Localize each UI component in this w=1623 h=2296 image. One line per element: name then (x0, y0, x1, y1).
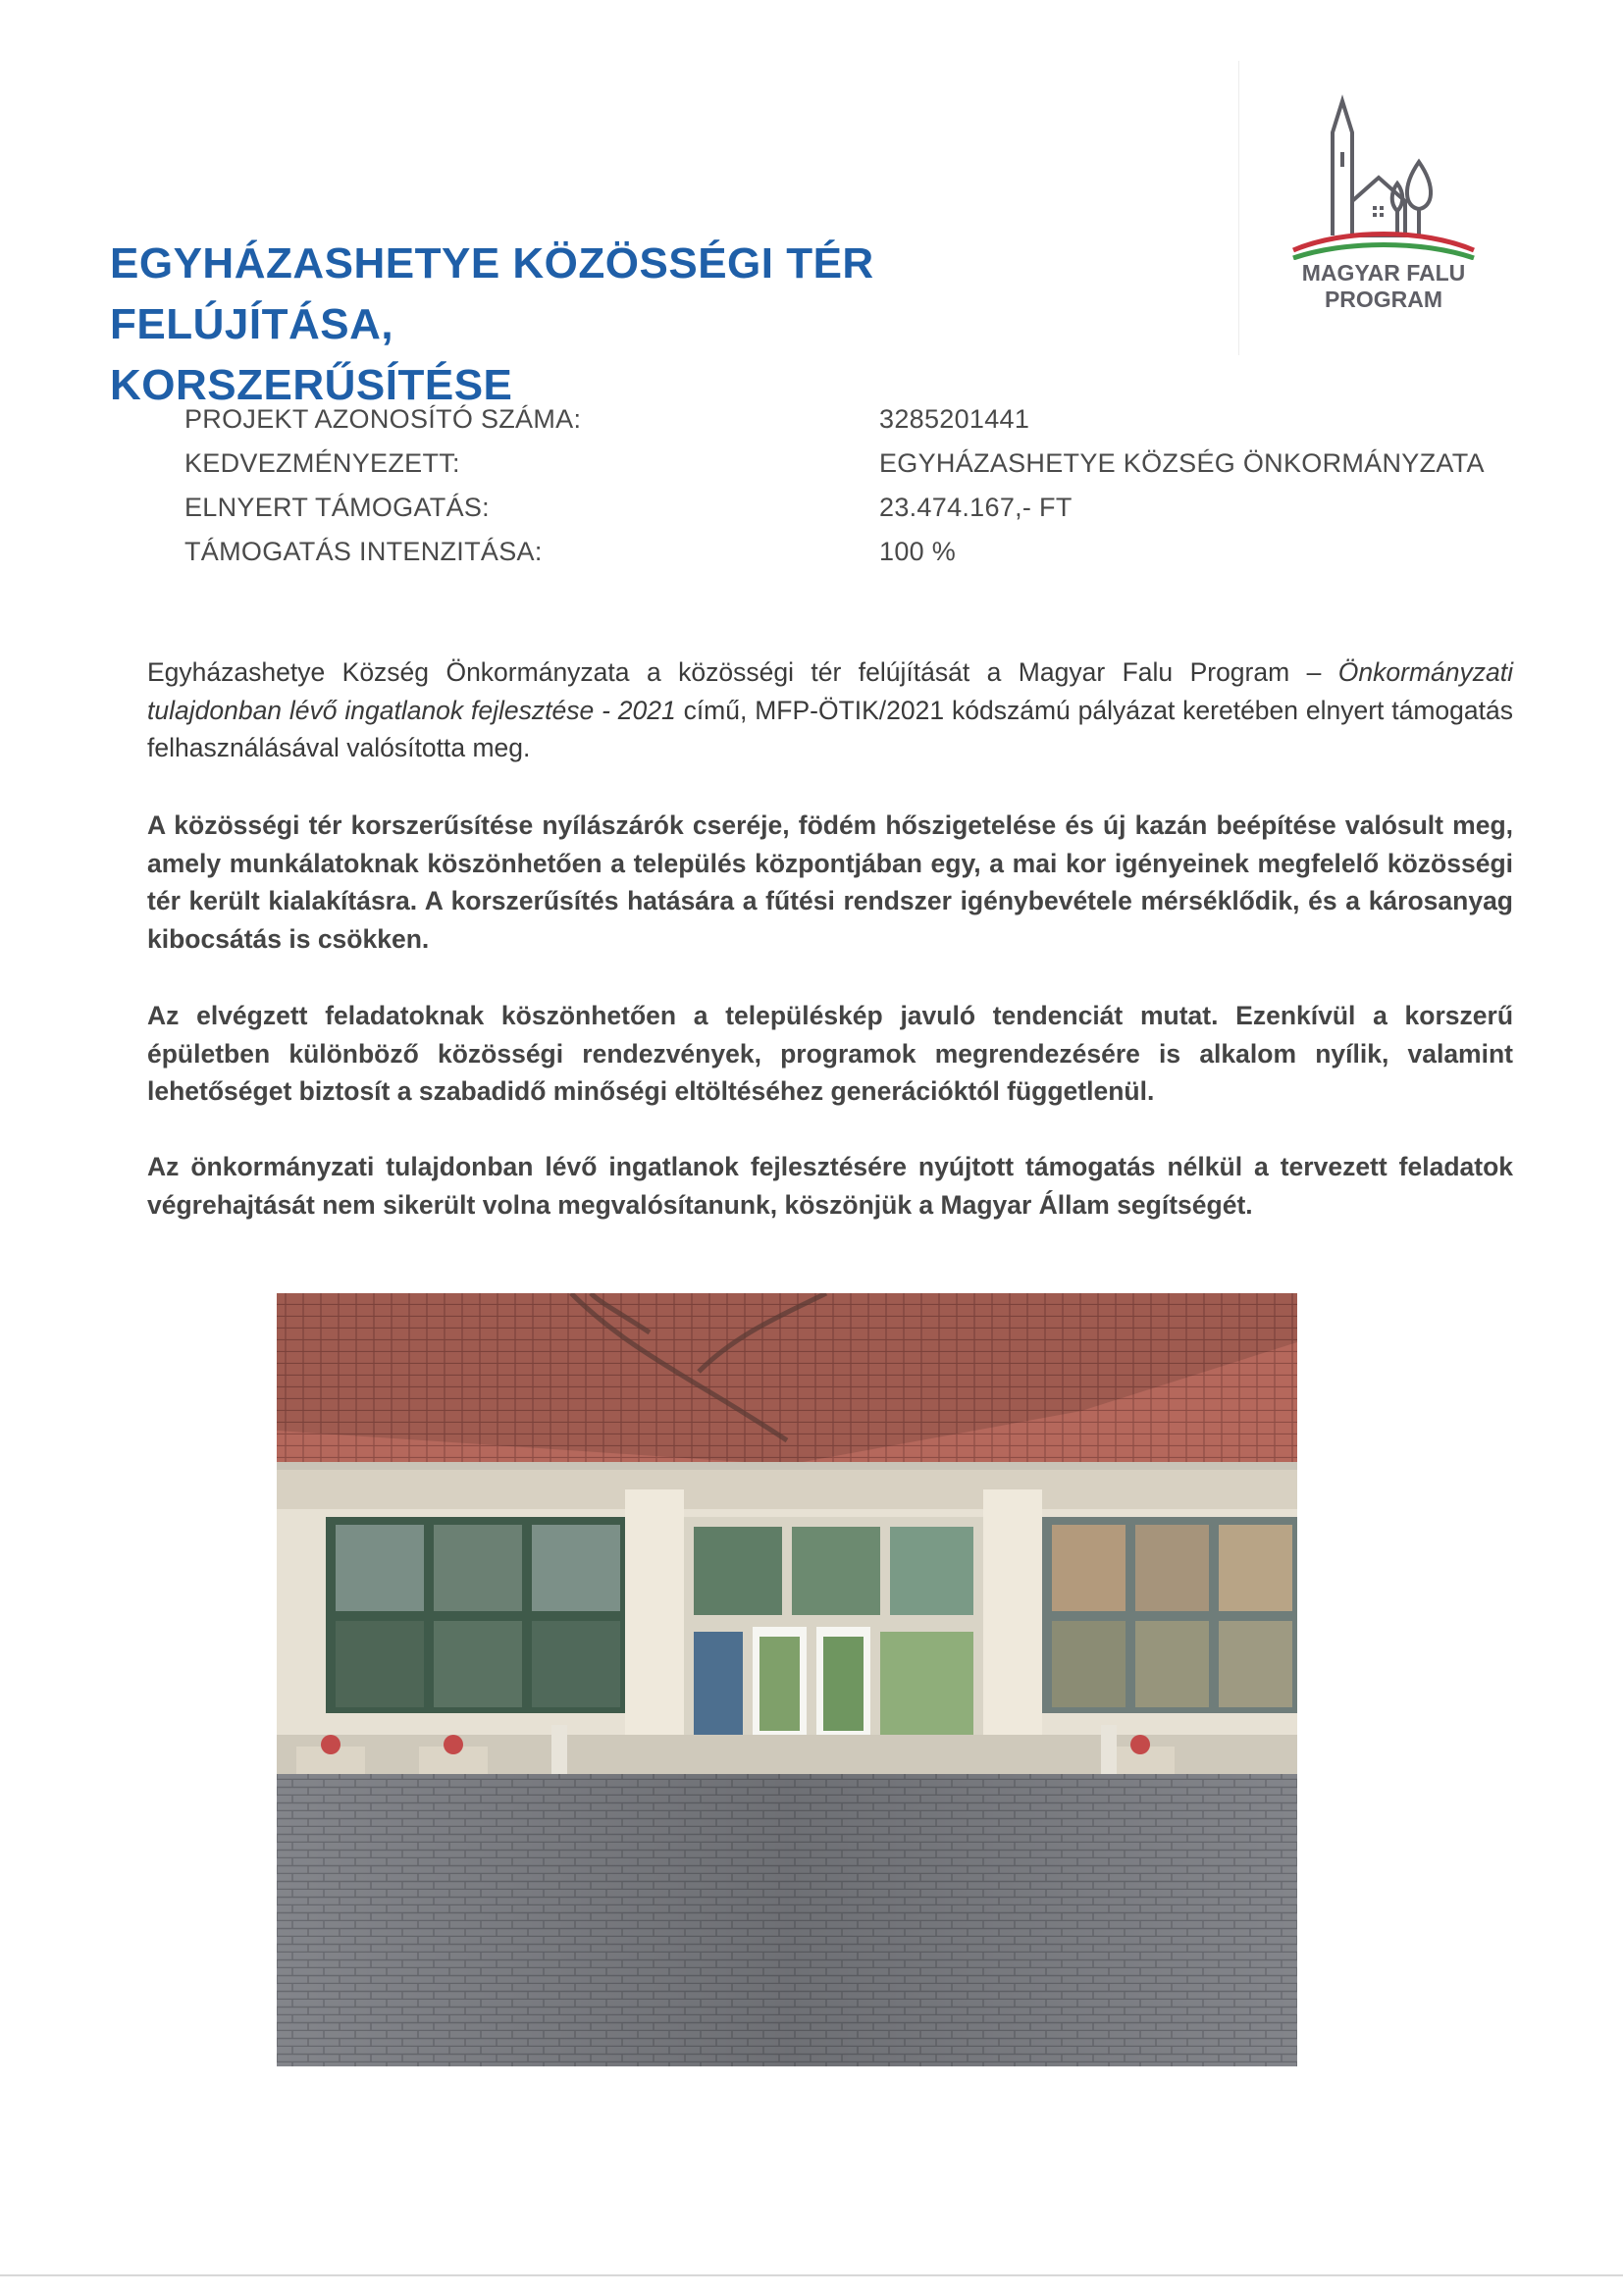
community-building-illustration (277, 1293, 1297, 2066)
fact-row-beneficiary (184, 448, 1539, 493)
logo-text-line-1: MAGYAR FALU (1301, 260, 1466, 286)
paragraph-results: Az elvégzett feladatoknak köszönhetően a településkép javuló tendenciát mutat. Ezenkívül a korszerű épületben különböző közösségi rendezvények, programok megrendezésére is alkalom nyílik, valamint lehetőséget biztosít a szabadidő minőségi eltöltéséhez generációktól függetlenül. (147, 1001, 1513, 1106)
project-facts (184, 404, 1539, 581)
page-title (110, 234, 1140, 416)
paragraph-intro (147, 653, 1513, 767)
church-house-tree-logo-icon (1276, 93, 1492, 260)
paragraph-thanks: Az önkormányzati tulajdonban lévő ingatlanok fejlesztésére nyújtott támogatás nélkül a tervezett feladatok végrehajtását nem sikerült volna megvalósítanunk, köszönjük a Magyar Állam segítségét. (147, 1152, 1513, 1220)
fact-row-intensity (184, 537, 1539, 581)
fact-label: PROJEKT AZONOSÍTÓ SZÁMA: (184, 404, 582, 434)
fact-label: TÁMOGATÁS INTENZITÁSA: (184, 537, 543, 566)
magyar-falu-program-logo (1276, 93, 1492, 329)
page-title-line-1: EGYHÁZASHETYE KÖZÖSSÉGI TÉR FELÚJÍTÁSA, (110, 239, 874, 348)
paragraph-intro-program-name: Önkormányzati tulajdonban lévő ingatlanok fejlesztése - 2021 (147, 657, 1513, 725)
paragraph-intro-part-1: Egyházashetye Község Önkormányzata a közösségi tér felújítását a Magyar Falu Program – (147, 657, 1338, 687)
fact-value: 100 % (879, 537, 957, 566)
fact-label: ELNYERT TÁMOGATÁS: (184, 493, 490, 522)
fact-value: 3285201441 (879, 404, 1030, 434)
fact-label: KEDVEZMÉNYEZETT: (184, 448, 460, 478)
page-title-line-2: KORSZERŰSÍTÉSE (110, 361, 513, 409)
fact-row-project-id (184, 404, 1539, 448)
paragraph-intro-part-2: című, MFP-ÖTIK/2021 kódszámú pályázat keretében elnyert támogatás felhasználásával valósította meg. (147, 695, 1513, 762)
logo-text-line-2: PROGRAM (1324, 287, 1443, 312)
bottom-scan-edge (0, 2274, 1623, 2276)
logo-divider (1238, 61, 1239, 355)
fact-value: EGYHÁZASHETYE KÖZSÉG ÖNKORMÁNYZATA (879, 448, 1485, 478)
fact-value: 23.474.167,- FT (879, 493, 1073, 522)
logo-text (1276, 260, 1492, 313)
paragraph-modernization: A közösségi tér korszerűsítése nyílászárók cseréje, födém hőszigetelése és új kazán beépítése valósult meg, amely munkálatoknak köszönhetően a település központjában egy, a mai kor igényeinek megfelelő közösségi tér került kialakításra. A korszerűsítés hatására a fűtési rendszer igénybevétele mérséklődik, és a károsanyag kibocsátás is csökken. (147, 810, 1513, 954)
fact-row-grant (184, 493, 1539, 537)
community-building-photo (277, 1293, 1297, 2066)
